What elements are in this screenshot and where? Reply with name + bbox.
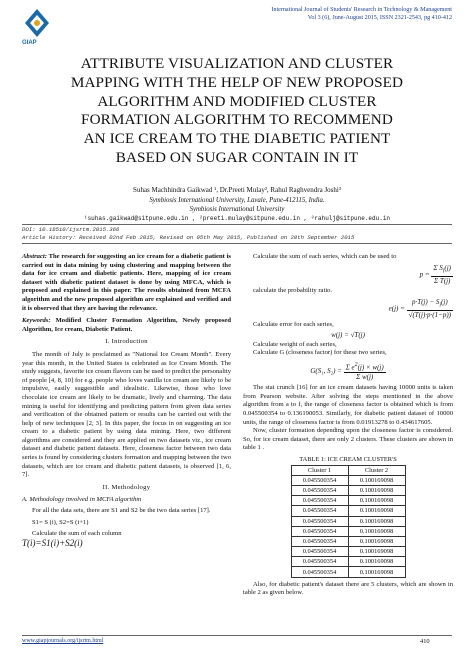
table-cell: 0.100169098 <box>348 506 405 516</box>
table-row <box>291 516 405 526</box>
abstract <box>22 253 231 313</box>
table-cell: 0.045500354 <box>291 557 348 567</box>
journal-volume: Vol 3 (6), June-August 2015, ISSN 2321-2543, pg 410-412 <box>307 15 452 21</box>
equation-closeness <box>243 361 453 382</box>
abstract-text: The research for suggesting an ice cream for a diabetic patient is carried out in data mining by using clustering and mapping between the data for ice cream and diabetic patients. Here, mapping of ice cream dataset with diabetic patient dataset is done by using MFCA, which is proposed and explained in this paper. The results obtained from MCFA algorithm and the new proposed algorithm are explained and verified and it is observed that they are having the relevance. <box>22 253 231 312</box>
table-cell: 0.100169098 <box>348 536 405 546</box>
table-cell: 0.100169098 <box>348 485 405 495</box>
table-header-row <box>291 465 405 475</box>
equation-error <box>243 298 453 320</box>
title-line: ATTRIBUTE VISUALIZATION AND CLUSTER <box>80 55 394 72</box>
title-line: ALGORITHM AND MODIFIED CLUSTER <box>97 92 377 110</box>
authors: Suhas Machhindra Gaikwad ¹, Dr.Preeti Mulay², Rahul Raghvendra Joshi³ <box>133 186 341 194</box>
table-cell: 0.045500354 <box>291 475 348 485</box>
table-row <box>291 536 405 546</box>
table-cell: 0.045500354 <box>291 516 348 526</box>
table-row <box>291 475 405 485</box>
section-heading: I. Introduction <box>105 338 148 346</box>
paragraph: Calculate G (closeness factor) for these two series, <box>253 349 387 357</box>
title-line: MAPPING WITH THE HELP OF NEW PROPOSED <box>70 73 404 91</box>
journal-name: International Journal of Students' Research in Technology & Management <box>271 7 452 13</box>
divider <box>22 243 452 244</box>
author-emails: ¹suhas.gaikwad@sitpune.edu.in , ²preeti.mulay@sitpune.edu.in , ³rahulj@sitpune.edu.in <box>83 215 391 222</box>
paragraph: The stat crunch [16] for an ice cream datasets having 10000 units is taken from Pearson website. After solving the steps mentioned in the above algorithm from a to f, the range of closeness factor is obtained which is from 0.045500354 to 0.136190053. Similarly, for diabetic patient dataset of 10000 units, the range of closeness factor is from 0.01913278 to 0.434617605. <box>243 384 453 426</box>
table-cell: 0.100169098 <box>348 547 405 557</box>
table-cell: 0.045500354 <box>291 485 348 495</box>
right-column <box>243 253 453 598</box>
logo-text: GIAP <box>22 40 37 46</box>
table-row <box>291 547 405 557</box>
table-row <box>291 485 405 495</box>
paper-title <box>20 55 454 168</box>
method-paragraph: Calculate the sum of each column <box>32 530 122 538</box>
fraction: $\frac{p\cdot T(j) - S_i(j)}{√(T(j)\cdot p\cdot(1-p))}$ <box>408 297 451 319</box>
table-row <box>291 506 405 516</box>
abstract-label: Abstract: <box>22 253 47 260</box>
keywords-text: Modified Cluster Formation Algorithm, Newly proposed Algorithm, Ice cream, Diabetic Patient. <box>22 317 232 333</box>
affiliation <box>20 196 454 214</box>
fraction: $\frac{\Sigma S_i(j)}{\text{Σ T(j)}}$ <box>433 263 451 285</box>
keywords-label: Keywords: <box>22 317 51 325</box>
equation: S1= S (i), S2=S (i+1) <box>32 518 89 526</box>
keywords <box>22 317 231 334</box>
title-line: FORMATION ALGORITHM TO RECOMMEND <box>81 111 393 129</box>
doi: DOI: 10.18510/ijsrtm.2015.366 <box>22 226 120 233</box>
method-paragraph: For all the data sets, there are S1 and S2 be the two data series [17]. <box>32 507 211 515</box>
paragraph: calculate the probability ratio. <box>253 287 333 295</box>
table-header: Cluster 1 <box>291 465 348 475</box>
table-cell: 0.045500354 <box>291 496 348 506</box>
fraction: $\frac{\Sigma e^2(j) \times w(j)}{\text{Σ w(j)}}$ <box>345 361 384 381</box>
table-cell: 0.045500354 <box>291 547 348 557</box>
journal-header <box>220 6 452 22</box>
table-cell: 0.045500354 <box>291 506 348 516</box>
page-number: 410 <box>420 638 430 645</box>
table-cell: 0.100169098 <box>348 567 405 577</box>
equation-label: e(j) = <box>388 304 405 313</box>
subsection-heading: A. Methodology involved in MCFA algorithm <box>22 496 142 504</box>
table-cell: 0.100169098 <box>348 496 405 506</box>
section-heading: II. Methodology <box>102 483 151 491</box>
equation-weight: w(j) = √T(j) <box>331 330 365 339</box>
equation-label: p = <box>419 270 430 278</box>
paragraph: Now, cluster formation depending upon the closeness factor is considered. So, for ice cream dataset, there are only 2 clusters. These clusters are shown in table 1 . <box>243 427 453 452</box>
table-row <box>291 567 405 577</box>
cluster-table <box>291 465 406 578</box>
affiliation-line: Symbiosis International University <box>189 206 285 213</box>
table-cell: 0.100169098 <box>348 526 405 536</box>
divider <box>22 224 452 225</box>
table-cell: 0.100169098 <box>348 516 405 526</box>
table-row <box>291 557 405 567</box>
title-line: AN ICE CREAM TO THE DIABETIC PATIENT <box>83 130 391 148</box>
title-line: BASED ON SUGAR CONTAIN IN IT <box>115 148 359 166</box>
table-cell: 0.045500354 <box>291 526 348 536</box>
table-cell: 0.100169098 <box>348 557 405 567</box>
table-row <box>291 496 405 506</box>
table-header: Cluster 2 <box>348 465 405 475</box>
giap-logo <box>22 7 52 41</box>
table-row <box>291 526 405 536</box>
equation-label: G(S₁, S₂) = <box>310 366 342 375</box>
table-caption: TABLE 1: ICE CREAM CLUSTER'S <box>299 455 397 463</box>
table-cell: 0.045500354 <box>291 567 348 577</box>
equation: T(i)=S1(i)+S2(i) <box>22 537 83 548</box>
paragraph: Calculate weight of each series, <box>253 340 337 348</box>
journal-link[interactable]: www.giapjournals.org/ijsrtm.html <box>22 638 104 644</box>
table-cell: 0.100169098 <box>348 475 405 485</box>
paragraph: Also, for diabetic patient's dataset there are 5 clusters, which are shown in table 2 as given below. <box>243 580 453 597</box>
article-history: Article History: Received 02nd Feb 2015, Revised on 05th May 2015, Published on 20th September 2015 <box>22 234 355 241</box>
paragraph: Calculate the sum of each series, which can be used to <box>253 253 397 260</box>
footer-divider <box>22 635 452 636</box>
table-cell: 0.045500354 <box>291 536 348 546</box>
intro-paragraph: The month of July is proclaimed as "National Ice Cream Month". Every year this month, in the United States is celebrated as Ice Cream Month. The study suggests, favorite ice cream flavors can be used to predict the personality of people [4, 8, 10] for e.g. people who loves vanilla ice cream are likely to be impulsive, easily suggestible and idealistic. Likewise, those who love chocolate ice cream are likely to be dramatic, lively and charming. The data mining is useful for identifying and predicting pattern from given data series and verification of the obtained pattern or results can be carried out with the help of new techniques [2, 3]. In this paper, the focus in on suggesting an ice cream to a diabetic patient by using data mining. Here, two different algorithms are considered and they are applied on two datasets viz., ice cream dataset and diabetic patient datasets. Here, closeness factor between two data series is found by considering clusters formation and mapping between the two datasets, which are ice cream and diabetic patient datasets, is observed [1, 6, 7]. <box>22 350 231 479</box>
left-column <box>22 253 231 547</box>
paragraph: Calculate error for each series, <box>253 321 334 329</box>
equation-probability <box>243 264 453 286</box>
affiliation-line: Symbiosis International University, Lavale, Pune-412115, India. <box>149 197 325 204</box>
